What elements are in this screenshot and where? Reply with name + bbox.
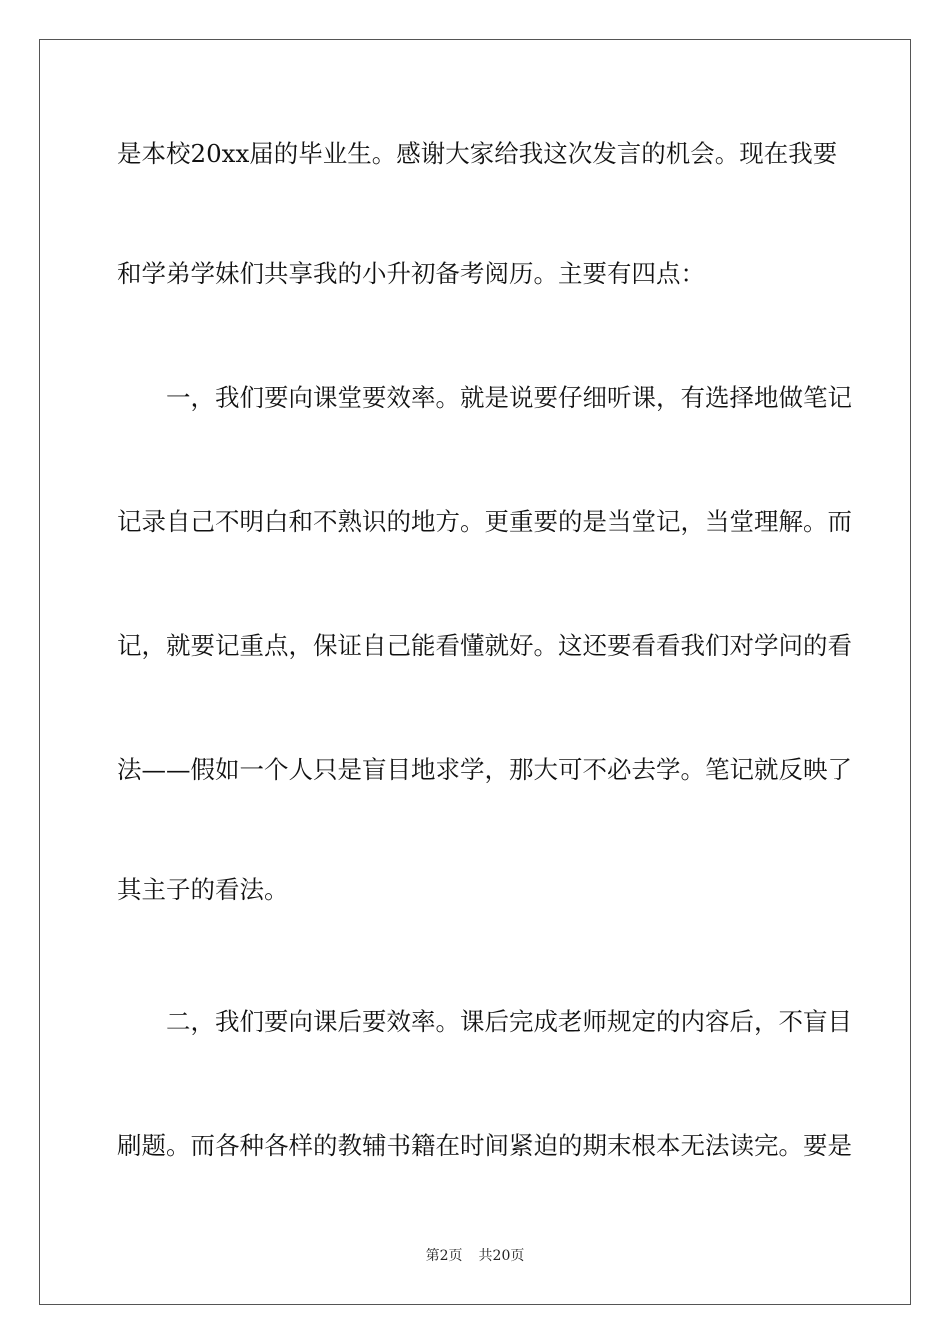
text-line-2: 和学弟学妹们共享我的小升初备考阅历。主要有四点：: [117, 259, 705, 288]
page-total: 共20页: [478, 1248, 525, 1264]
page-number: 第2页: [425, 1248, 463, 1264]
text-line-4: 记录自己不明白和不熟识的地方。更重要的是当堂记，当堂理解。而: [117, 507, 852, 536]
page-footer: [0, 1247, 950, 1265]
text-line-5: 记，就要记重点，保证自己能看懂就好。这还要看看我们对学问的看: [117, 631, 852, 660]
text-line-8: 二，我们要向课后要效率。课后完成老师规定的内容后，不盲目: [166, 1007, 852, 1036]
page-frame: [39, 39, 911, 1305]
text-line-3: 一，我们要向课堂要效率。就是说要仔细听课，有选择地做笔记: [166, 383, 852, 412]
text-line-6: 法——假如一个人只是盲目地求学，那大可不必去学。笔记就反映了: [117, 755, 852, 784]
text-line-9: 刷题。而各种各样的教辅书籍在时间紧迫的期末根本无法读完。要是: [117, 1131, 852, 1160]
text-line-1: 是本校20xx届的毕业生。感谢大家给我这次发言的机会。现在我要: [117, 139, 838, 168]
text-line-7: 其主子的看法。: [117, 875, 289, 904]
